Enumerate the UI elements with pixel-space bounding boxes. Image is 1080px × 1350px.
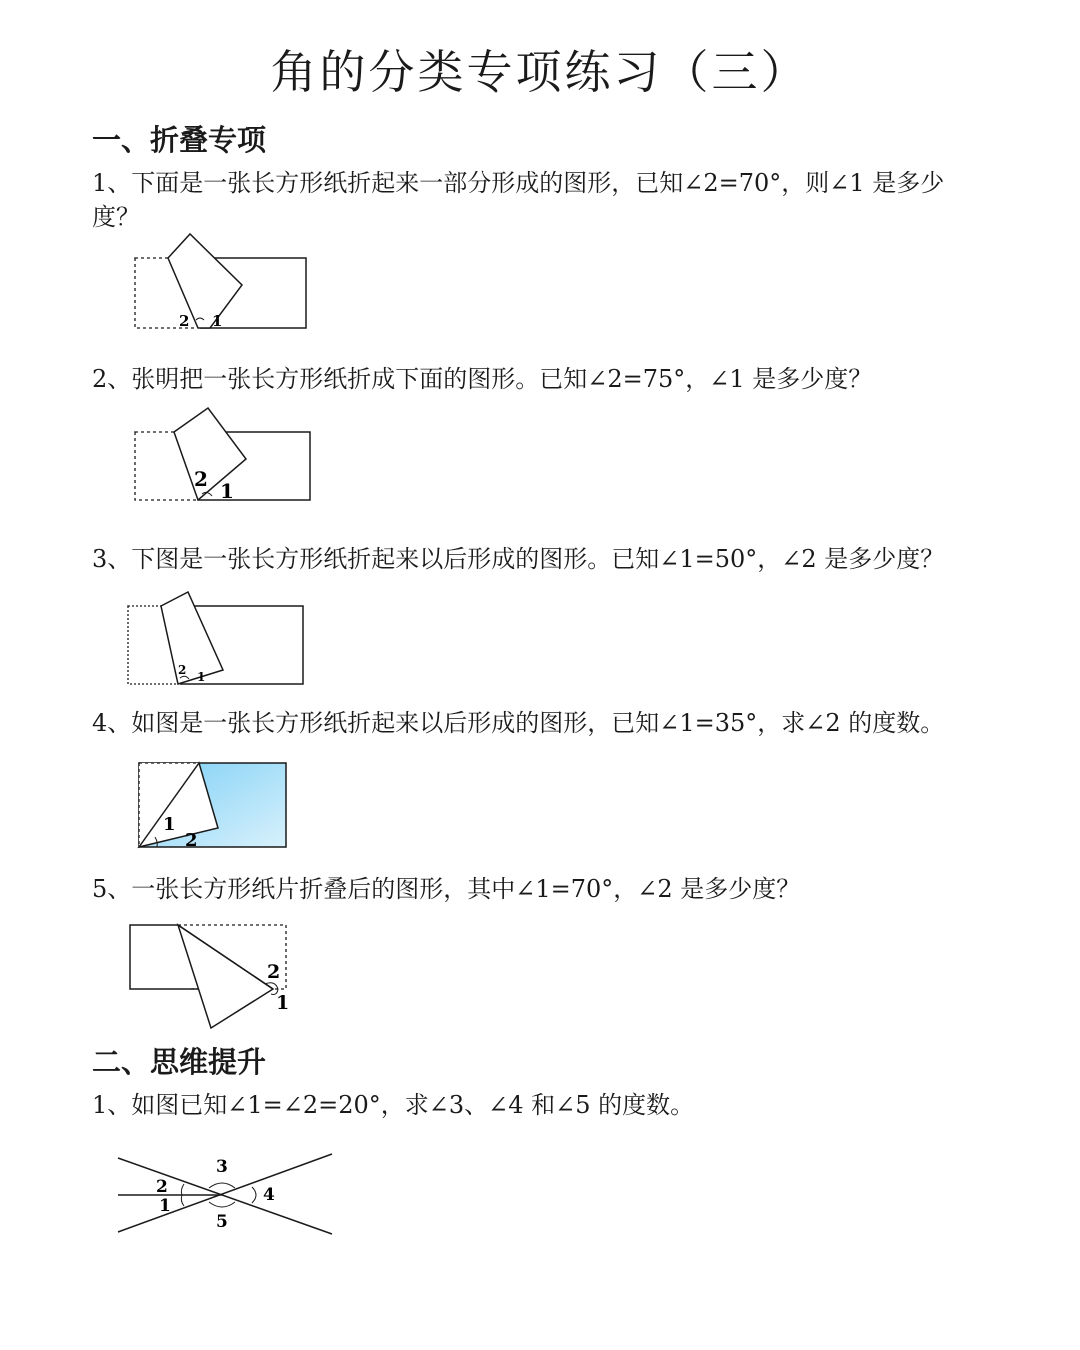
figure-q1	[130, 230, 315, 335]
angle-label-4: 4	[263, 1185, 275, 1205]
angle-label-2: 2	[185, 830, 198, 851]
angle-label-1: 1	[163, 814, 176, 835]
figure-q5	[125, 920, 295, 1035]
figure-intersecting-lines	[112, 1150, 342, 1240]
question-1-4: 4、如图是一张长方形纸折起来以后形成的图形，已知∠1=35°，求∠2 的度数。	[92, 709, 945, 737]
angle-label-1: 1	[220, 479, 234, 503]
angle-label-3: 3	[216, 1157, 228, 1177]
question-1-5: 5、一张长方形纸片折叠后的图形，其中∠1=70°，∠2 是多少度？	[92, 875, 801, 903]
figure-q4	[133, 758, 293, 854]
angle-label-1: 1	[159, 1196, 171, 1216]
angle-label-2: 2	[194, 467, 208, 491]
question-1-1: 1、下面是一张长方形纸折起来一部分形成的图形，已知∠2=70°，则∠1 是多少度？	[92, 169, 945, 231]
angle-label-5: 5	[216, 1212, 228, 1232]
page-title: 角的分类专项练习（三）	[270, 45, 810, 99]
question-1-3: 3、下图是一张长方形纸折起来以后形成的图形。已知∠1=50°，∠2 是多少度？	[92, 545, 945, 573]
angle-label-2: 2	[267, 961, 281, 983]
figure-q2	[130, 404, 315, 506]
angle-label-2: 2	[178, 663, 187, 677]
figure-q3	[118, 588, 308, 690]
angle-label-1: 1	[276, 992, 290, 1014]
angle-label-1: 1	[212, 312, 223, 330]
angle-label-2: 2	[156, 1177, 168, 1197]
section-heading-folding: 一、折叠专项	[92, 123, 267, 157]
angle-label-2: 2	[179, 312, 190, 330]
question-1-2: 2、张明把一张长方形纸折成下面的图形。已知∠2=75°，∠1 是多少度？	[92, 365, 873, 393]
section-heading-thinking: 二、思维提升	[92, 1045, 267, 1079]
question-2-1: 1、如图已知∠1=∠2=20°，求∠3、∠4 和∠5 的度数。	[92, 1091, 695, 1119]
angle-label-1: 1	[197, 670, 206, 684]
